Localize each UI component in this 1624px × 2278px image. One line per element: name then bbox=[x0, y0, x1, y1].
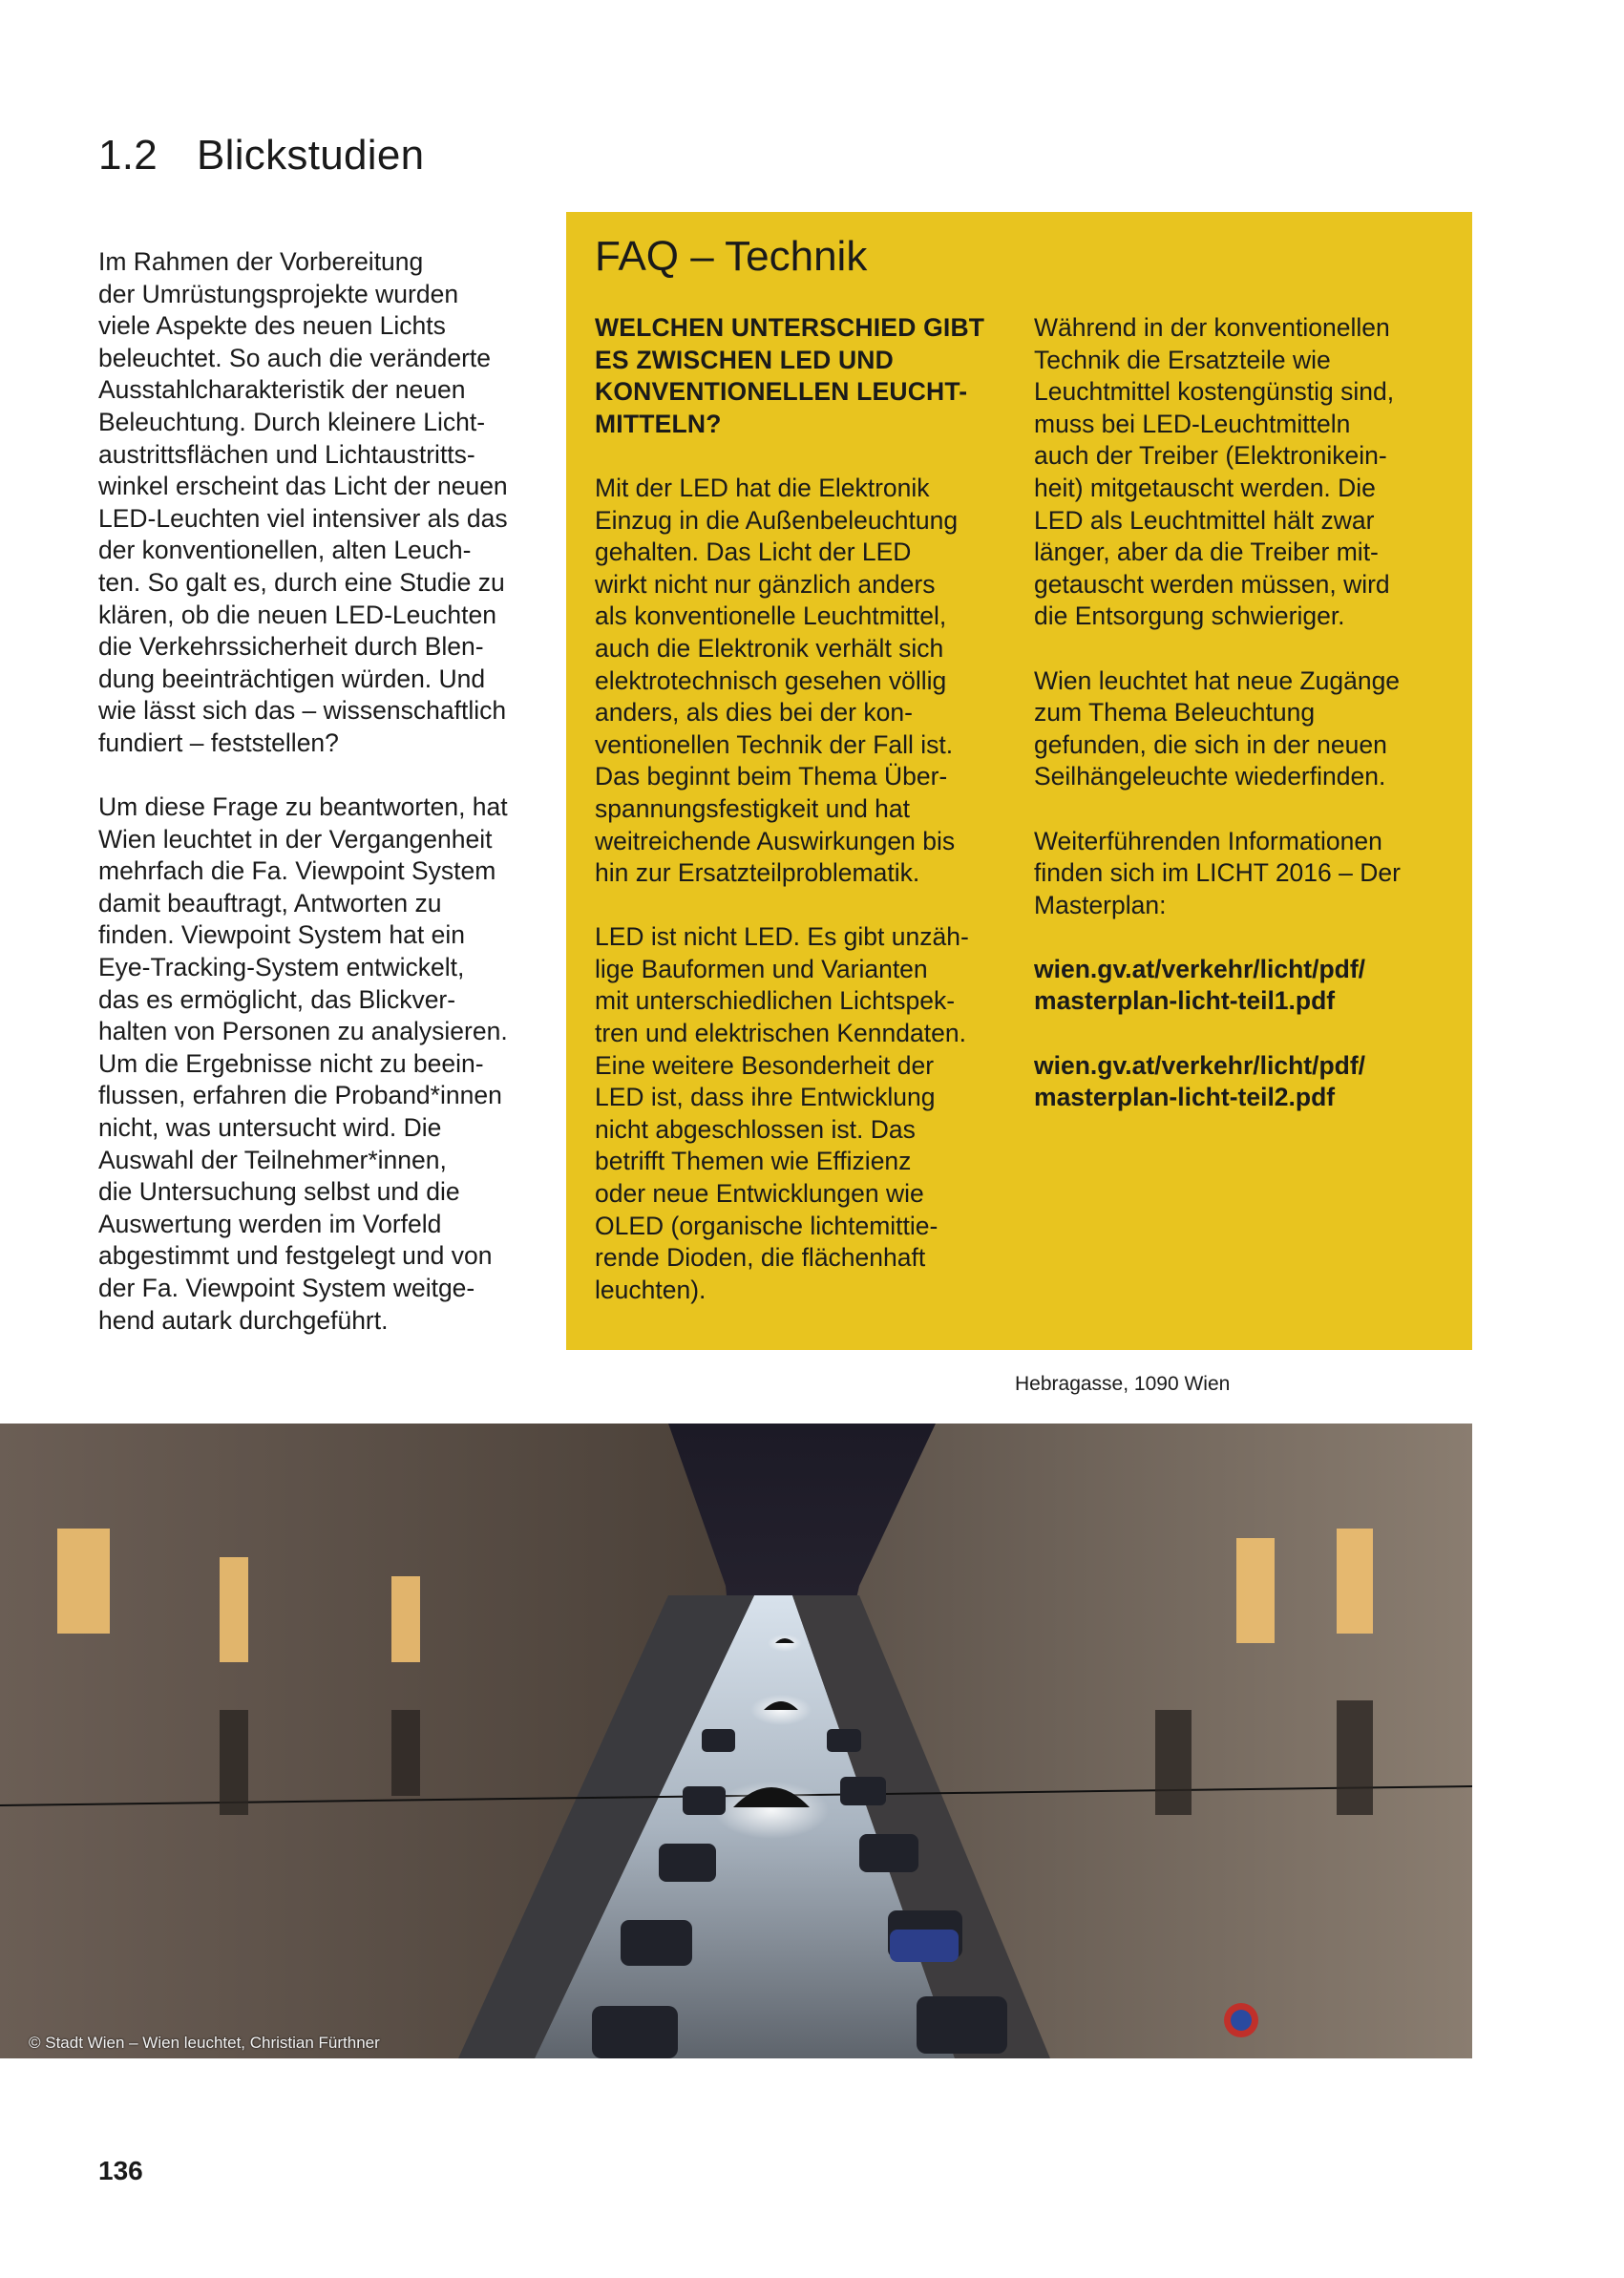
street-photo bbox=[0, 1424, 1472, 2058]
street-lamp bbox=[714, 1782, 829, 1839]
masterplan-link-2[interactable]: wien.gv.at/verkehr/licht/pdf/ masterplan-licht-teil2.pdf bbox=[1034, 1050, 1366, 1112]
intro-paragraph: Im Rahmen der Vorbereitung der Umrüstungsprojekte wurden viele Aspekte des neuen Lichts beleuchtet. So auch die veränderte Ausstahlcharakteristik der neuen Beleuchtung. Durch kleinere Licht- austrittsflächen und Lichtaustritts- winkel erscheint das Licht der neuen LED-Leuchten viel intensiver als das der konventionellen, alten Leuch- ten. So galt es, durch eine Studie zu klären, ob die neuen LED-Leuchten die Verkehrssicherheit durch Blen- dung beeinträchtigen würden. Und wie lässt sich das – wissenschaftlich fundiert – feststellen? bbox=[98, 247, 508, 757]
faq-question: WELCHEN UNTERSCHIED GIBT ES ZWISCHEN LED UND KONVENTIONELLEN LEUCHT- MITTELN? bbox=[595, 313, 985, 438]
photo-caption: Hebragasse, 1090 Wien bbox=[1015, 1373, 1231, 1395]
photo-credit: © Stadt Wien – Wien leuchtet, Christian Fürthner bbox=[29, 2034, 380, 2052]
faq-left-column bbox=[595, 312, 1015, 1339]
intro-paragraph: Um diese Frage zu beantworten, hat Wien leuchtet in der Vergangenheit mehrfach die Fa. Viewpoint System damit beauftragt, Antworten zu finden. Viewpoint System hat ein Eye-Tracking-System entwickelt, das es ermöglicht, das Blickver- halten von Personen zu analysieren. Um die Ergebnisse nicht zu beein- flussen, erfahren die Proband*innen nicht, was untersucht wird. Die Auswahl der Teilnehmer*innen, die Untersuchung selbst und die Auswertung werden im Vorfeld abgestimmt und festgelegt und von der Fa. Viewpoint System weitge- hend autark durchgeführt. bbox=[98, 792, 508, 1335]
faq-paragraph: Während in der konventionellen Technik die Ersatzteile wie Leuchtmittel kostengünstig sind, muss bei LED-Leuchtmitteln auch der Treiber (Elektronikein- heit) mitgetauscht werden. Die LED als Leuchtmittel hält zwar länger, aber da die Treiber mit- getauscht werden müssen, wird die Entsorgung schwieriger. bbox=[1034, 313, 1395, 631]
intro-text bbox=[98, 246, 542, 1369]
faq-paragraph: LED ist nicht LED. Es gibt unzäh- lige Bauformen und Varianten mit unterschiedlichen Lichtspek- tren und elektrischen Kenndaten. Eine weitere Besonderheit der LED ist, dass ihre Entwicklung nicht abgeschlossen ist. Das betrifft Themen wie Effizienz oder neue Entwicklungen wie OLED (organische lichtemittie- rende Dioden, die flächenhaft leuchten). bbox=[595, 922, 969, 1304]
faq-title: FAQ – Technik bbox=[595, 233, 868, 280]
street-night-illustration bbox=[0, 1424, 1472, 2058]
street-lamp bbox=[768, 1635, 802, 1652]
section-title: Blickstudien bbox=[197, 132, 425, 179]
page-number: 136 bbox=[98, 2156, 143, 2185]
faq-paragraph: Mit der LED hat die Elektronik Einzug in die Außenbeleuchtung gehalten. Das Licht der LED wirkt nicht nur gänzlich anders als konventionelle Leuchtmittel, auch die Elektronik verhält sich elektrotechnisch gesehen völlig anders, als dies bei der kon- ventionellen Technik der Fall ist. Das beginnt beim Thema Über- spannungsfestigkeit und hat weitreichende Auswirkungen bis hin zur Ersatzteilproblematik. bbox=[595, 473, 959, 888]
faq-box bbox=[566, 212, 1472, 1350]
masterplan-link-1[interactable]: wien.gv.at/verkehr/licht/pdf/ masterplan-licht-teil1.pdf bbox=[1034, 954, 1366, 1016]
faq-right-column bbox=[1034, 312, 1454, 1146]
section-number: 1.2 bbox=[98, 132, 158, 179]
street-lamp bbox=[750, 1695, 812, 1725]
faq-paragraph: Weiterführenden Informationen finden sich im LICHT 2016 – Der Masterplan: bbox=[1034, 826, 1401, 919]
faq-paragraph: Wien leuchtet hat neue Zugänge zum Thema Beleuchtung gefunden, die sich in der neuen Seilhängeleuchte wiederfinden. bbox=[1034, 665, 1401, 791]
section-heading bbox=[98, 132, 424, 179]
